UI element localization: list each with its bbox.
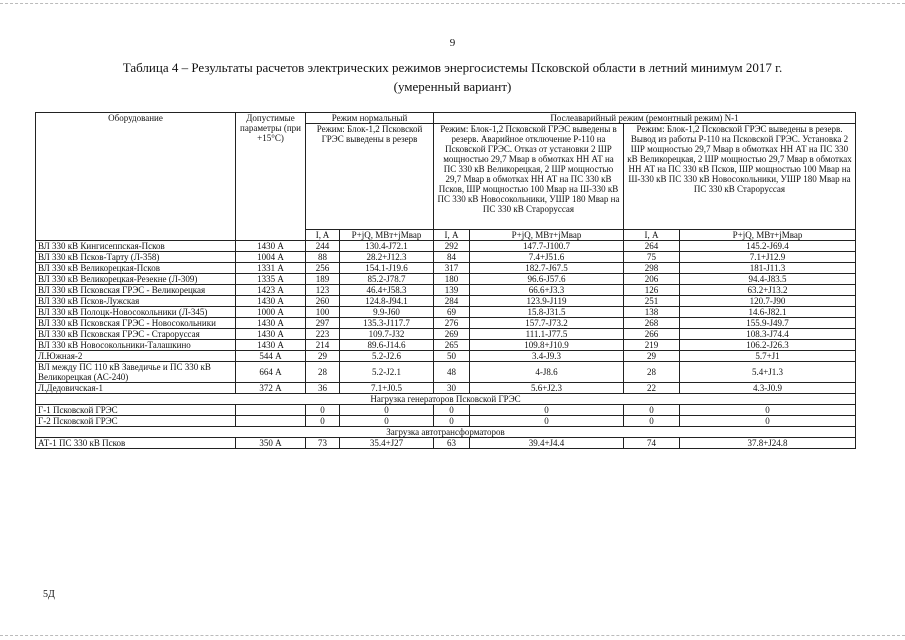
cell-power-pa1: 4-J8.6: [470, 362, 624, 383]
table-row: [36, 351, 856, 362]
cell-equipment: ВЛ 330 кВ Великорецкая-Псков: [36, 263, 236, 274]
table-row: [36, 241, 856, 252]
cell-current-pa1: 30: [434, 383, 470, 394]
cell-current-normal: 214: [306, 340, 340, 351]
cell-equipment: Л.Дедовичская-1: [36, 383, 236, 394]
cell-allowed: 1335 А: [236, 274, 306, 285]
table-row: [36, 329, 856, 340]
cell-allowed: 1430 А: [236, 241, 306, 252]
header-postemergency-2-description: Режим: Блок-1,2 Псковской ГРЭС выведены в резерв. Вывод из работы Р-110 на Псковской ГРЭС. Установка 2 ШР мощностью 29,7 Мвар в обмотках НН АТ на ПС 330 кВ Великорецкая, 2 ШР мощностью 29,7 Мвар в обмотках НН АТ на ПС 330 кВ Псков, ШР мощностью 100 Мвар на Ш-330 кВ ПС 330 кВ Новосокольники, УШР 180 Мвар на ПС 330 кВ Староруссая: [624, 124, 856, 230]
scan-edge-bottom: [0, 635, 905, 637]
cell-power-pa1: 66.6+J3.3: [470, 285, 624, 296]
header-postemergency-mode: Послеаварийный режим (ремонтный режим) N-1: [434, 113, 856, 124]
cell-allowed: 1000 А: [236, 307, 306, 318]
header-normal-mode: Режим нормальный: [306, 113, 434, 124]
header-allowed-params: Допустимые параметры (при +15°С): [236, 113, 306, 241]
cell-power-pa2: 7.1+J12.9: [680, 252, 856, 263]
cell-power-pa1: 96.6-J57.6: [470, 274, 624, 285]
cell-power-pa1: 39.4+J4.4: [470, 438, 624, 449]
cell-allowed: 350 А: [236, 438, 306, 449]
cell-allowed: 372 А: [236, 383, 306, 394]
cell-equipment: ВЛ 330 кВ Псковская ГРЭС - Новосокольники: [36, 318, 236, 329]
cell-power-normal: 0: [340, 416, 434, 427]
table-row: [36, 383, 856, 394]
cell-power-normal: 154.1-J19.6: [340, 263, 434, 274]
cell-equipment: ВЛ 330 кВ Псковская ГРЭС - Староруссая: [36, 329, 236, 340]
cell-current-pa1: 63: [434, 438, 470, 449]
cell-current-pa1: 317: [434, 263, 470, 274]
cell-current-normal: 36: [306, 383, 340, 394]
cell-power-normal: 28.2+J12.3: [340, 252, 434, 263]
scan-edge-top: [0, 3, 905, 5]
cell-allowed: 1331 А: [236, 263, 306, 274]
cell-power-normal: 85.2-J78.7: [340, 274, 434, 285]
section-row-transformers: [36, 427, 856, 438]
generator-row: [36, 405, 856, 416]
header-power-pa1: P+jQ, МВт+jМвар: [470, 230, 624, 241]
section-title-generators: Нагрузка генераторов Псковской ГРЭС: [36, 394, 856, 405]
cell-current-normal: 88: [306, 252, 340, 263]
cell-power-pa2: 63.2+J13.2: [680, 285, 856, 296]
cell-power-pa2: 120.7-J90: [680, 296, 856, 307]
cell-power-pa1: 0: [470, 416, 624, 427]
table-title-line-2: (умеренный вариант): [393, 79, 512, 94]
cell-current-pa1: 0: [434, 405, 470, 416]
cell-current-normal: 297: [306, 318, 340, 329]
header-current-pa2: I, А: [624, 230, 680, 241]
cell-power-normal: 35.4+J27: [340, 438, 434, 449]
cell-equipment: АТ-1 ПС 330 кВ Псков: [36, 438, 236, 449]
cell-equipment: ВЛ 330 кВ Псков-Тарту (Л-358): [36, 252, 236, 263]
cell-power-pa2: 106.2-J26.3: [680, 340, 856, 351]
cell-power-normal: 9.9-J60: [340, 307, 434, 318]
cell-current-pa2: 28: [624, 362, 680, 383]
header-power-normal: P+jQ, МВт+jМвар: [340, 230, 434, 241]
cell-power-pa2: 145.2-J69.4: [680, 241, 856, 252]
table-row: [36, 285, 856, 296]
cell-current-pa1: 180: [434, 274, 470, 285]
cell-power-pa2: 108.3-J74.4: [680, 329, 856, 340]
table-row: [36, 263, 856, 274]
cell-power-pa1: 15.8-J31.5: [470, 307, 624, 318]
section-title-transformers: Загрузка автотрансформаторов: [36, 427, 856, 438]
cell-current-pa2: 264: [624, 241, 680, 252]
generator-row: [36, 416, 856, 427]
cell-current-pa2: 0: [624, 405, 680, 416]
table-title: [30, 58, 875, 96]
page-number: 9: [449, 37, 456, 49]
cell-current-pa2: 219: [624, 340, 680, 351]
cell-current-pa2: 74: [624, 438, 680, 449]
cell-power-normal: 135.3-J117.7: [340, 318, 434, 329]
cell-current-pa2: 29: [624, 351, 680, 362]
cell-current-normal: 0: [306, 405, 340, 416]
cell-power-pa1: 147.7-J100.7: [470, 241, 624, 252]
cell-equipment: ВЛ 330 кВ Полоцк-Новосокольники (Л-345): [36, 307, 236, 318]
cell-current-pa1: 292: [434, 241, 470, 252]
cell-power-pa2: 181-J11.3: [680, 263, 856, 274]
cell-current-normal: 244: [306, 241, 340, 252]
cell-current-pa1: 69: [434, 307, 470, 318]
cell-power-normal: 109.7-J32: [340, 329, 434, 340]
cell-allowed: 1423 А: [236, 285, 306, 296]
cell-power-pa2: 94.4-J83.5: [680, 274, 856, 285]
cell-power-pa1: 111.1-J77.5: [470, 329, 624, 340]
transformer-row: [36, 438, 856, 449]
cell-power-pa2: 155.9-J49.7: [680, 318, 856, 329]
cell-power-pa1: 157.7-J73.2: [470, 318, 624, 329]
cell-power-pa1: 7.4+J51.6: [470, 252, 624, 263]
cell-current-pa1: 284: [434, 296, 470, 307]
table-row: [36, 318, 856, 329]
cell-allowed: 1430 А: [236, 329, 306, 340]
cell-current-normal: 223: [306, 329, 340, 340]
cell-power-pa2: 5.7+J1: [680, 351, 856, 362]
cell-allowed: 664 А: [236, 362, 306, 383]
cell-allowed: [236, 405, 306, 416]
cell-allowed: 544 А: [236, 351, 306, 362]
cell-power-normal: 89.6-J14.6: [340, 340, 434, 351]
cell-allowed: 1430 А: [236, 296, 306, 307]
cell-current-pa2: 298: [624, 263, 680, 274]
table-row: [36, 340, 856, 351]
cell-equipment: Г-2 Псковской ГРЭС: [36, 416, 236, 427]
cell-power-pa2: 4.3-J0.9: [680, 383, 856, 394]
cell-power-normal: 130.4-J72.1: [340, 241, 434, 252]
cell-power-normal: 46.4+J58.3: [340, 285, 434, 296]
header-current-pa1: I, А: [434, 230, 470, 241]
cell-power-normal: 5.2-J2.6: [340, 351, 434, 362]
header-row-1: [36, 113, 856, 124]
table-row: [36, 274, 856, 285]
cell-equipment: ВЛ 330 кВ Новосокольники-Талашкино: [36, 340, 236, 351]
cell-current-normal: 100: [306, 307, 340, 318]
cell-current-normal: 123: [306, 285, 340, 296]
cell-current-pa2: 268: [624, 318, 680, 329]
table-title-line-1: Таблица 4 – Результаты расчетов электрических режимов энергосистемы Псковской области в летний минимум 2017 г.: [122, 60, 783, 75]
cell-allowed: [236, 416, 306, 427]
cell-current-pa2: 266: [624, 329, 680, 340]
cell-current-pa2: 126: [624, 285, 680, 296]
cell-power-pa2: 0: [680, 405, 856, 416]
cell-current-pa1: 269: [434, 329, 470, 340]
cell-current-pa2: 75: [624, 252, 680, 263]
cell-power-normal: 7.1+J0.5: [340, 383, 434, 394]
cell-power-pa2: 37.8+J24.8: [680, 438, 856, 449]
page-footer-code: 5Д: [43, 589, 55, 600]
header-postemergency-1-description: Режим: Блок-1,2 Псковской ГРЭС выведены в резерв. Аварийное отключение Р-110 на Псковской ГРЭС. Отказ от установки 2 ШР мощностью 29,7 Мвар в обмотках НН АТ на ПС 330 кВ Великорецкая, 2 ШР мощностью 29,7 Мвар в обмотках НН АТ на ПС 330 кВ Псков, ШР мощностью 100 Мвар на Ш-330 кВ ПС 330 кВ Новосокольники, УШР 180 Мвар на ПС 330 кВ Староруссая: [434, 124, 624, 230]
cell-current-pa1: 276: [434, 318, 470, 329]
table-row: [36, 252, 856, 263]
results-table: [35, 112, 856, 449]
cell-equipment: Л.Южная-2: [36, 351, 236, 362]
header-normal-description: Режим: Блок-1,2 Псковской ГРЭС выведены в резерв: [306, 124, 434, 230]
section-row-generators: [36, 394, 856, 405]
cell-current-normal: 260: [306, 296, 340, 307]
cell-power-pa2: 0: [680, 416, 856, 427]
cell-current-pa2: 0: [624, 416, 680, 427]
cell-power-pa1: 0: [470, 405, 624, 416]
cell-power-pa1: 123.9-J119: [470, 296, 624, 307]
cell-current-normal: 0: [306, 416, 340, 427]
cell-current-pa1: 48: [434, 362, 470, 383]
cell-equipment: ВЛ 330 кВ Великорецкая-Резекне (Л-309): [36, 274, 236, 285]
cell-current-normal: 256: [306, 263, 340, 274]
cell-current-normal: 73: [306, 438, 340, 449]
cell-current-pa2: 206: [624, 274, 680, 285]
header-equipment: Оборудование: [36, 113, 236, 241]
cell-power-pa1: 182.7-J67.5: [470, 263, 624, 274]
cell-power-pa2: 5.4+J1.3: [680, 362, 856, 383]
cell-allowed: 1430 А: [236, 340, 306, 351]
cell-current-pa1: 50: [434, 351, 470, 362]
cell-current-normal: 28: [306, 362, 340, 383]
table-row: [36, 362, 856, 383]
cell-current-pa1: 139: [434, 285, 470, 296]
header-power-pa2: P+jQ, МВт+jМвар: [680, 230, 856, 241]
cell-allowed: 1004 А: [236, 252, 306, 263]
table-row: [36, 307, 856, 318]
cell-power-normal: 5.2-J2.1: [340, 362, 434, 383]
cell-equipment: ВЛ 330 кВ Кингисеппская-Псков: [36, 241, 236, 252]
header-current-normal: I, A: [306, 230, 340, 241]
cell-allowed: 1430 А: [236, 318, 306, 329]
cell-current-normal: 29: [306, 351, 340, 362]
cell-current-pa1: 84: [434, 252, 470, 263]
cell-power-normal: 0: [340, 405, 434, 416]
cell-current-pa2: 138: [624, 307, 680, 318]
cell-equipment: ВЛ между ПС 110 кВ Заведичье и ПС 330 кВ Великорецкая (АС-240): [36, 362, 236, 383]
cell-power-normal: 124.8-J94.1: [340, 296, 434, 307]
cell-power-pa1: 3.4-J9.3: [470, 351, 624, 362]
cell-equipment: Г-1 Псковской ГРЭС: [36, 405, 236, 416]
cell-current-pa2: 251: [624, 296, 680, 307]
cell-current-pa1: 0: [434, 416, 470, 427]
cell-power-pa1: 109.8+J10.9: [470, 340, 624, 351]
cell-equipment: ВЛ 330 кВ Псковская ГРЭС - Великорецкая: [36, 285, 236, 296]
table-row: [36, 296, 856, 307]
cell-power-pa1: 5.6+J2.3: [470, 383, 624, 394]
cell-equipment: ВЛ 330 кВ Псков-Лужская: [36, 296, 236, 307]
cell-current-normal: 189: [306, 274, 340, 285]
cell-current-pa1: 265: [434, 340, 470, 351]
cell-current-pa2: 22: [624, 383, 680, 394]
cell-power-pa2: 14.6-J82.1: [680, 307, 856, 318]
